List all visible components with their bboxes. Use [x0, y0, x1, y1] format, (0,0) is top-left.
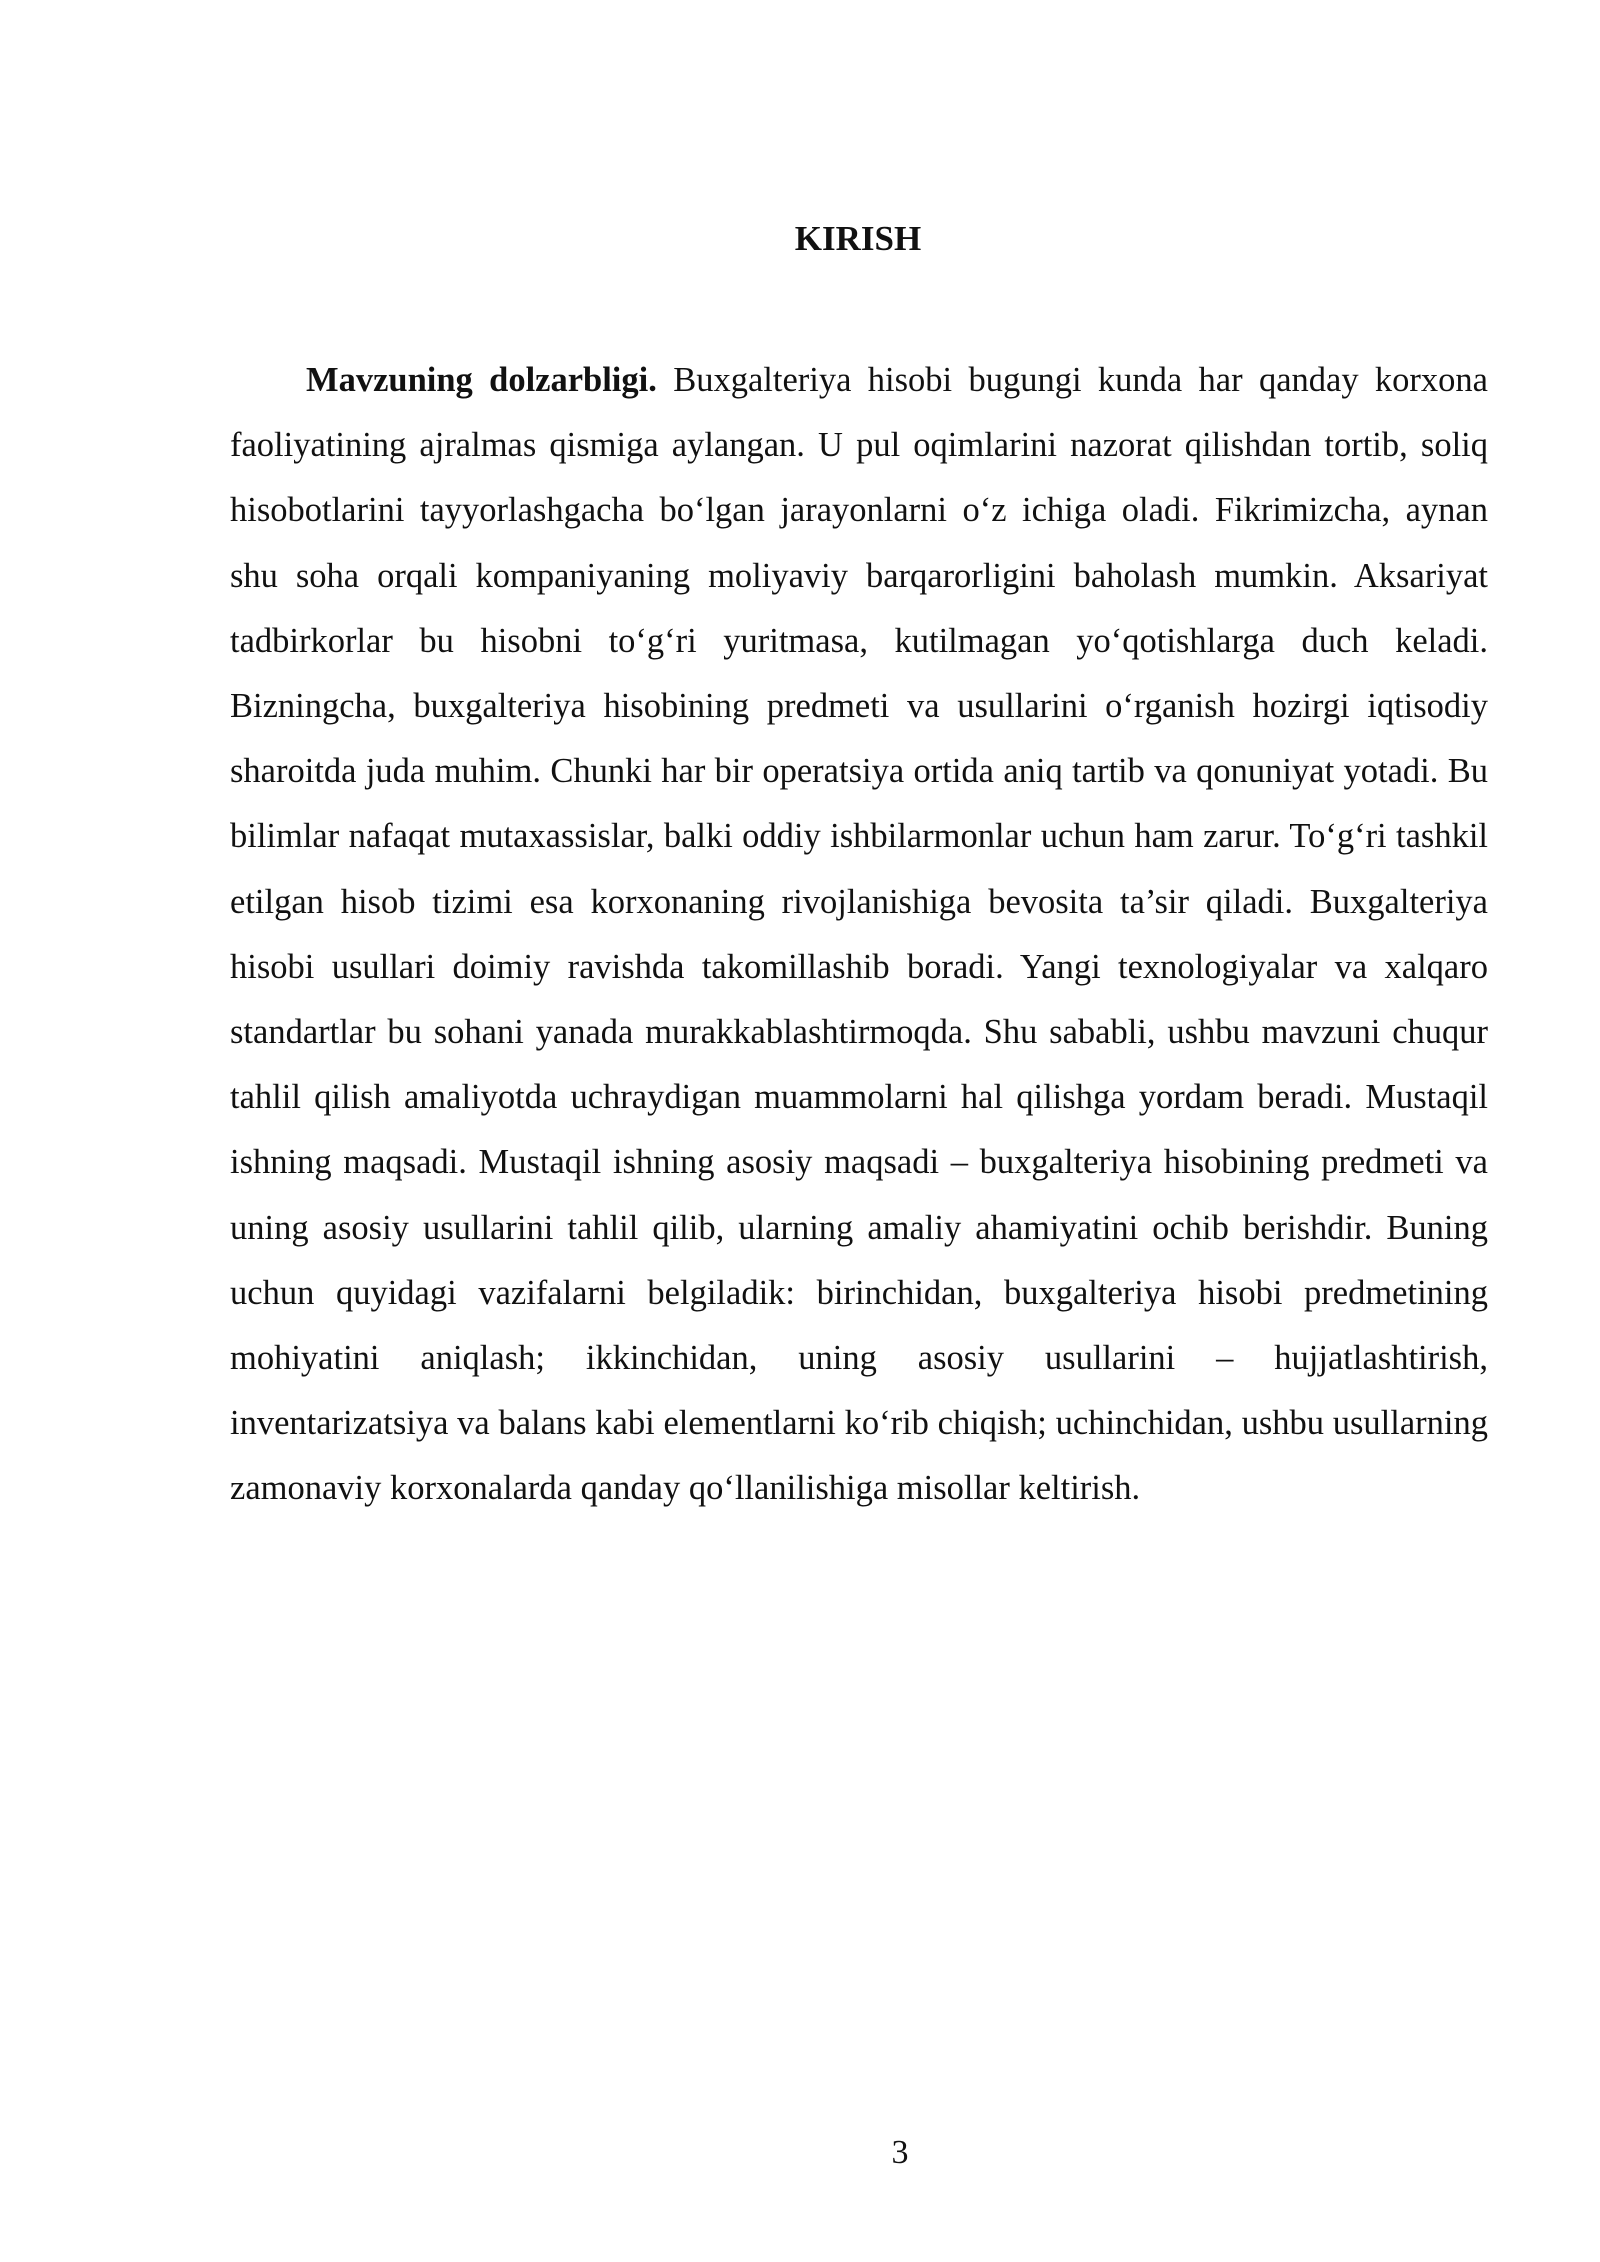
paragraph-lead: Mavzuning dolzarbligi. [306, 361, 657, 399]
page-number: 3 [891, 2134, 909, 2171]
page-title: KIRISH [794, 219, 922, 258]
paragraph-text: Buxgalteriya hisobi bugungi kunda har qanday korxona faoliyatining ajralmas qismiga aylangan. U pul oqimlarini nazorat qilishdan tortib, soliq hisobotlarini tayyorlashgacha bo‘lgan jarayonlarni o‘z ichiga oladi. Fikrimizcha, aynan shu soha orqali kompaniyaning moliyaviy barqarorligini baholash mumkin. Aksariyat tadbirkorlar bu hisobni to‘g‘ri yuritmasa, kutilmagan yo‘qotishlarga duch keladi. Bizningcha, buxgalteriya hisobining predmeti va usullarini o‘rganish hozirgi iqtisodiy sharoitda juda muhim. Chunki har bir operatsiya ortida aniq tartib va qonuniyat yotadi. Bu bilimlar nafaqat mutaxassislar, balki oddiy ishbilarmonlar uchun ham zarur. To‘g‘ri tashkil etilgan hisob tizimi esa korxonaning rivojlanishiga bevosita ta’sir qiladi. Buxgalteriya hisobi usullari doimiy ravishda takomillashib boradi. Yangi texnologiyalar va xalqaro standartlar bu sohani yanada murakkablashtirmoqda. Shu sababli, ushbu mavzuni chuqur tahlil qilish amaliyotda uchraydigan muammolarni hal qilishga yordam beradi. Mustaqil ishning maqsadi. Mustaqil ishning asosiy maqsadi – buxgalteriya hisobining predmeti va uning asosiy usullarini tahlil qilib, ularning amaliy ahamiyatini ochib berishdir. Buning uchun quyidagi vazifalarni belgiladik: birinchidan, buxgalteriya hisobi predmetining mohiyatini aniqlash; ikkinchidan, uning asosiy usullarini – hujjatlashtirish, inventarizatsiya va balans kabi elementlarni ko‘rib chiqish; uchinchidan, ushbu usullarning zamonaviy korxonalarda qanday qo‘llanilishiga misollar keltirish. [230, 361, 1488, 1508]
body-paragraph [230, 348, 1488, 1522]
